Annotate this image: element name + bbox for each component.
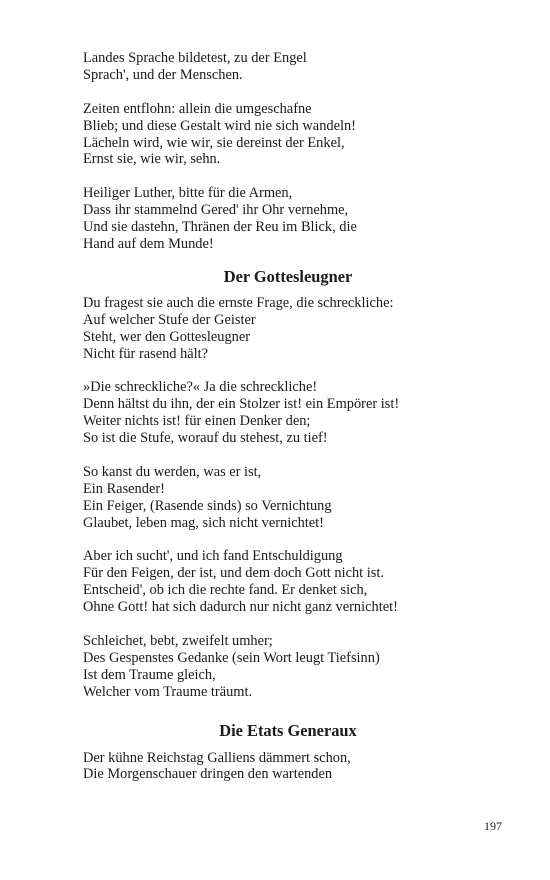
verse-line: Heiliger Luther, bitte für die Armen, xyxy=(83,185,293,202)
stanza xyxy=(83,633,493,701)
poem-title: Der Gottesleugner xyxy=(223,266,353,286)
verse-line: Lächeln wird, wie wir, sie dereinst der Enkel, xyxy=(83,134,345,151)
verse-line: Du fragest sie auch die ernste Frage, die schreckliche: xyxy=(83,294,394,311)
poem-title: Die Etats Generaux xyxy=(219,720,357,740)
poem-die-etats-generaux xyxy=(83,721,493,784)
verse-line: Ein Feiger, (Rasende sinds) so Vernichtung xyxy=(83,497,332,514)
page-number: 197 xyxy=(484,819,502,833)
verse-line: Landes Sprache bildetest, zu der Engel xyxy=(83,50,307,66)
verse-line: Weiter nichts ist! für einen Denker den; xyxy=(83,413,311,430)
stanza xyxy=(83,750,493,784)
verse-line: Für den Feigen, der ist, und dem doch Gott nicht ist. xyxy=(83,565,384,582)
verse-line: Sprach', und der Menschen. xyxy=(83,66,243,83)
verse-line: Blieb; und diese Gestalt wird nie sich wandeln! xyxy=(83,117,356,134)
verse-line: Ein Rasender! xyxy=(83,480,165,497)
verse-line: Aber ich sucht', und ich fand Entschuldigung xyxy=(83,548,343,565)
verse-line: Hand auf dem Munde! xyxy=(83,235,214,252)
verse-line: Entscheid', ob ich die rechte fand. Er denket sich, xyxy=(83,582,368,599)
verse-line: Glaubet, leben mag, sich nicht vernichtet! xyxy=(83,514,324,531)
stanza xyxy=(83,295,493,363)
verse-line: Ernst sie, wie wir, sehn. xyxy=(83,151,221,168)
verse-line: Dass ihr stammelnd Gered' ihr Ohr vernehme, xyxy=(83,202,349,219)
verse-line: Und sie dastehn, Thränen der Reu im Blick, die xyxy=(83,219,357,236)
verse-line: So ist die Stufe, worauf du stehest, zu tief! xyxy=(83,430,328,447)
verse-line: »Die schreckliche?« Ja die schreckliche! xyxy=(83,379,318,396)
stanza xyxy=(83,548,493,616)
stanza xyxy=(83,185,493,253)
verse-line: Denn hältst du ihn, der ein Stolzer ist! ein Empörer ist! xyxy=(83,396,400,413)
stanza xyxy=(83,101,493,169)
stanza xyxy=(83,50,493,84)
verse-line: Nicht für rasend hält? xyxy=(83,345,209,362)
verse-line: Steht, wer den Gottesleugner xyxy=(83,328,251,345)
poem-continuation xyxy=(83,50,493,253)
verse-line: Ist dem Traume gleich, xyxy=(83,666,216,683)
verse-line: Schleichet, bebt, zweifelt umher; xyxy=(83,632,273,649)
verse-line: So kanst du werden, was er ist, xyxy=(83,463,262,480)
verse-line: Des Gespenstes Gedanke (sein Wort leugt Tiefsinn) xyxy=(83,649,380,666)
stanza xyxy=(83,379,493,447)
verse-line: Der kühne Reichstag Galliens dämmert schon, xyxy=(83,749,351,766)
verse-line: Ohne Gott! hat sich dadurch nur nicht ganz vernichtet! xyxy=(83,599,398,616)
verse-line: Welcher vom Traume träumt. xyxy=(83,683,253,700)
page-content xyxy=(83,50,493,800)
verse-line: Auf welcher Stufe der Geister xyxy=(83,311,256,328)
verse-line: Zeiten entflohn: allein die umgeschafne xyxy=(83,100,312,117)
stanza xyxy=(83,464,493,532)
poem-der-gottesleugner xyxy=(83,267,493,701)
verse-line: Die Morgenschauer dringen den wartenden xyxy=(83,766,333,783)
